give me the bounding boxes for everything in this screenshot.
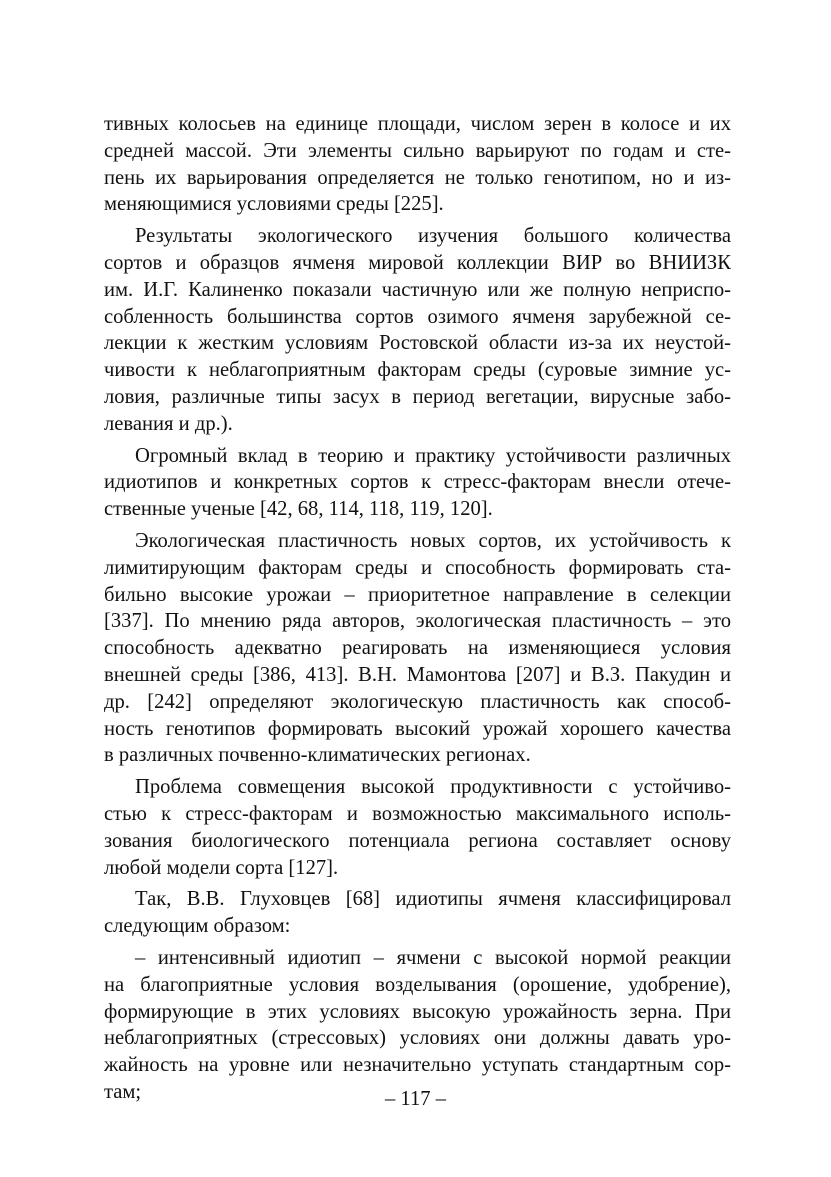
text-line: Так, В.В. Глуховцев [68] идиотипы ячменя классифицировал — [135, 888, 731, 911]
text-line: идиотипов и конкретных сортов к стресс-факторам внесли отече- — [104, 471, 731, 494]
paragraph-6 — [104, 886, 731, 940]
text-line: собленность большинства сортов озимого ячменя зарубежной се- — [104, 305, 731, 328]
text-line: там; — [104, 1080, 142, 1103]
paragraph-7 — [104, 945, 731, 1106]
text-line: чивости к неблагоприятным факторам среды (суровые зимние ус- — [104, 359, 731, 382]
text-line: Проблема совмещения высокой продуктивности с устойчиво- — [135, 776, 731, 799]
page-number: – 117 – — [384, 1088, 447, 1110]
paragraph-5 — [104, 774, 731, 881]
text-line: ловия, различные типы засух в период вегетации, вирусные забо- — [104, 385, 731, 408]
text-line: – интенсивный идиотип – ячмени с высокой нормой реакции — [135, 946, 731, 969]
text-line: ность генотипов формировать высокий урожай хорошего качества — [104, 717, 731, 740]
text-line: в различных почвенно-климатических регионах. — [104, 744, 531, 767]
text-line: лекции к жестким условиям Ростовской области из-за их неустой- — [104, 332, 731, 355]
text-line: лимитирующим факторам среды и способность формировать ста- — [104, 556, 731, 579]
text-line: зования биологического потенциала региона составляет основу — [104, 829, 731, 852]
text-line: тивных колосьев на единице площади, числом зерен в колосе и их — [104, 113, 731, 135]
text-line: стью к стресс-факторам и возможностью максимального исполь- — [104, 802, 731, 825]
text-line: способность адекватно реагировать на изменяющиеся условия — [104, 637, 731, 660]
text-line: Результаты экологического изучения большого количества — [135, 225, 731, 248]
text-line: др. [242] определяют экологическую пластичность как способ- — [104, 690, 731, 713]
text-line: бильно высокие урожаи – приоритетное направление в селекции — [104, 583, 731, 606]
text-line: Экологическая пластичность новых сортов, их устойчивость к — [135, 529, 731, 552]
text-line: формирующие в этих условиях высокую урожайность зерна. При — [104, 1000, 731, 1023]
text-line: [337]. По мнению ряда авторов, экологическая пластичность – это — [104, 610, 731, 633]
text-line: любой модели сорта [127]. — [104, 856, 339, 879]
paragraph-3 — [104, 443, 731, 523]
text-line: меняющимися условиями среды [225]. — [104, 193, 444, 216]
text-line: Огромный вклад в теорию и практику устойчивости различных — [135, 444, 731, 467]
text-line: пень их варьирования определяется не только генотипом, но и из- — [104, 166, 731, 189]
paragraph-4 — [104, 528, 731, 769]
text-line: ственные ученые [42, 68, 114, 118, 119, 120]. — [104, 498, 493, 521]
text-line: неблагоприятных (стрессовых) условиях они должны давать уро- — [104, 1027, 731, 1050]
paragraph-1 — [104, 111, 731, 218]
text-line: им. И.Г. Калиненко показали частичную или же полную неприспо- — [104, 278, 731, 301]
text-line: на благоприятные условия возделывания (орошение, удобрение), — [104, 973, 731, 996]
text-line: внешней среды [386, 413]. В.Н. Мамонтова [207] и В.З. Пакудин и — [104, 663, 731, 686]
body-text — [104, 111, 731, 1111]
text-line: левания и др.). — [104, 412, 233, 435]
text-line: сортов и образцов ячменя мировой коллекции ВИР во ВНИИЗК — [104, 251, 731, 274]
text-line: средней массой. Эти элементы сильно варьируют по годам и сте- — [104, 139, 731, 162]
paragraph-2 — [104, 223, 731, 437]
text-line: жайность на уровне или незначительно уступать стандартным сор- — [104, 1054, 731, 1077]
text-line: следующим образом: — [104, 915, 291, 938]
